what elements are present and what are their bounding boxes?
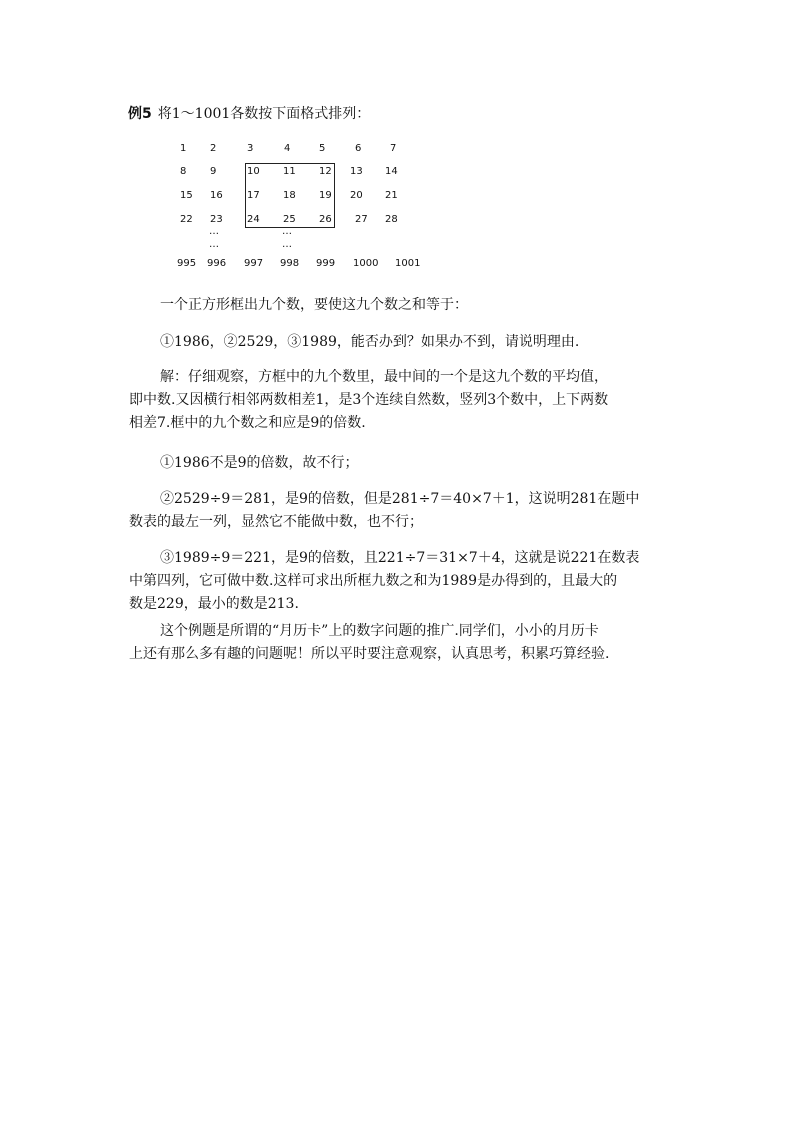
table-cell: 1000 [353, 258, 379, 269]
table-cell: 997 [244, 258, 264, 269]
case-three-line: 中第四列，它可做中数.这样可求出所框九数之和为1989是办得到的，且最大的 [129, 573, 618, 589]
ellipsis-mark: … [209, 226, 220, 237]
table-cell: 20 [350, 190, 363, 201]
question-options: ①1986，②2529，③1989，能否办到？如果办不到，请说明理由. [160, 334, 580, 350]
solution-line: 相差7.框中的九个数之和应是9的倍数. [129, 415, 366, 431]
conclusion-line: 这个例题是所谓的“月历卡”上的数字问题的推广.同学们，小小的月历卡 [160, 623, 599, 639]
table-cell: 4 [284, 143, 291, 154]
example-label: 例5 [128, 106, 152, 122]
table-cell: 995 [177, 258, 197, 269]
case-three-line: 数是229，最小的数是213. [129, 596, 299, 612]
table-cell: 18 [283, 190, 296, 201]
case-one: ①1986不是9的倍数，故不行； [160, 455, 359, 471]
table-cell: 12 [319, 166, 332, 177]
table-cell: 27 [355, 214, 368, 225]
table-cell: 13 [350, 166, 363, 177]
table-cell: 25 [283, 214, 296, 225]
table-cell: 14 [385, 166, 398, 177]
conclusion-line: 上还有那么多有趣的问题呢！所以平时要注意观察，认真思考，积累巧算经验. [129, 646, 610, 662]
table-cell: 24 [247, 214, 260, 225]
table-cell: 9 [210, 166, 217, 177]
table-cell: 1 [180, 143, 187, 154]
number-table [0, 0, 800, 290]
table-cell: 15 [180, 190, 193, 201]
table-cell: 5 [319, 143, 326, 154]
solution-line: 即中数.又因横行相邻两数相差1，是3个连续自然数，竖列3个数中，上下两数 [129, 392, 609, 408]
case-three-line: ③1989÷9＝221，是9的倍数，且221÷7＝31×7＋4，这就是说221在数表 [160, 550, 640, 566]
selection-square-frame [245, 163, 335, 228]
table-cell: 6 [355, 143, 362, 154]
table-cell: 7 [390, 143, 397, 154]
table-cell: 8 [180, 166, 187, 177]
ellipsis-mark: … [282, 239, 293, 250]
table-cell: 17 [247, 190, 260, 201]
table-cell: 3 [247, 143, 254, 154]
case-two-line: ②2529÷9＝281，是9的倍数，但是281÷7＝40×7＋1，这说明281在题中 [160, 491, 640, 507]
table-cell: 1001 [395, 258, 421, 269]
table-cell: 28 [385, 214, 398, 225]
table-cell: 21 [385, 190, 398, 201]
example-statement: 将1～1001各数按下面格式排列： [157, 106, 371, 122]
table-cell: 11 [283, 166, 296, 177]
ellipsis-mark: … [282, 226, 293, 237]
table-cell: 23 [210, 214, 223, 225]
table-cell: 996 [207, 258, 227, 269]
ellipsis-mark: … [209, 239, 220, 250]
table-cell: 22 [180, 214, 193, 225]
table-cell: 2 [210, 143, 217, 154]
table-cell: 10 [247, 166, 260, 177]
question-intro: 一个正方形框出九个数，要使这九个数之和等于： [160, 297, 468, 313]
case-two-line: 数表的最左一列，显然它不能做中数，也不行； [129, 514, 423, 530]
table-cell: 998 [280, 258, 300, 269]
solution-line: 解：仔细观察，方框中的九个数里，最中间的一个是这九个数的平均值， [160, 369, 608, 385]
table-cell: 26 [319, 214, 332, 225]
table-cell: 16 [210, 190, 223, 201]
table-cell: 999 [316, 258, 336, 269]
table-cell: 19 [319, 190, 332, 201]
